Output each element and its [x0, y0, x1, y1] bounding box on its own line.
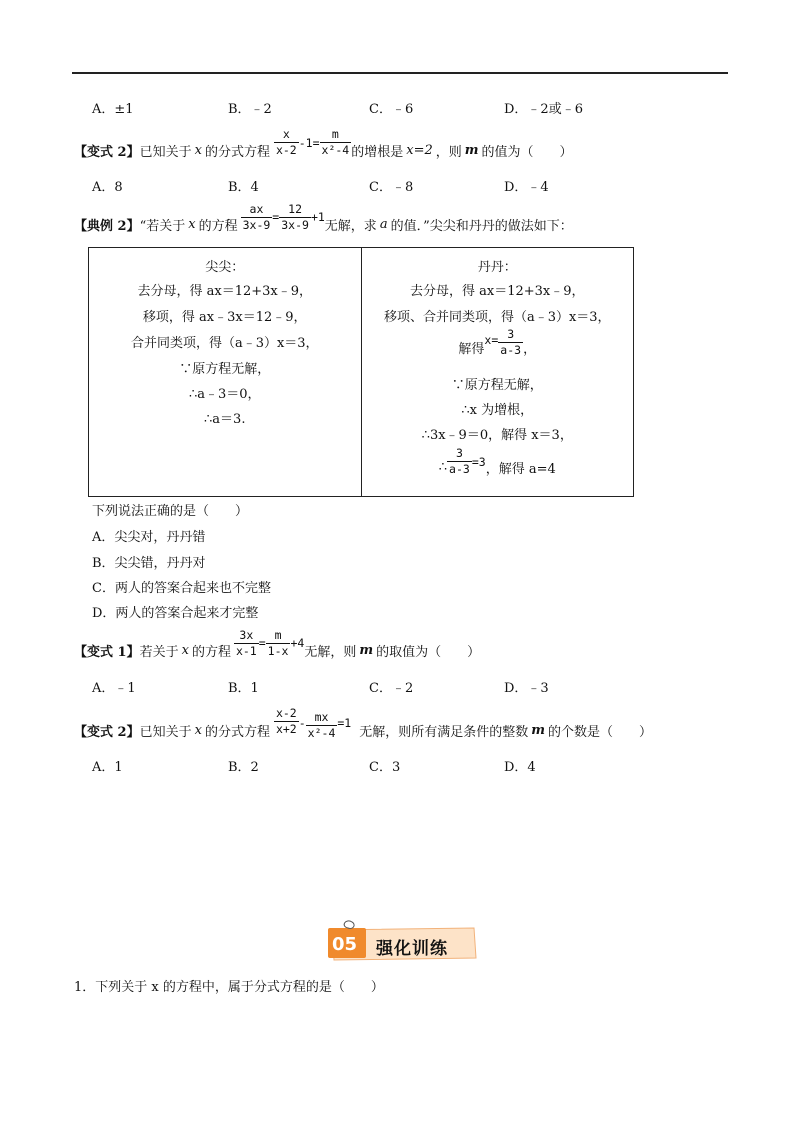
fraction: [306, 711, 338, 739]
numerator: 3: [447, 447, 472, 462]
text: 已知关于: [139, 724, 192, 740]
right-line-1: 去分母，得 ax＝12+3x﹣9，: [409, 284, 585, 299]
variant1-question: [74, 627, 481, 670]
example-tag: 【典例 2】: [74, 218, 140, 234]
numerator: 3: [498, 328, 523, 343]
right-last-line: [362, 446, 634, 477]
option-d: D．4: [504, 760, 536, 775]
text: 无解，则所有满足条件的整数: [359, 724, 529, 740]
text: 的分式方程: [204, 724, 270, 740]
operator: =: [258, 636, 266, 650]
option-c: C．﹣8: [369, 180, 414, 195]
left-line-1: 去分母，得 ax＝12+3x﹣9，: [137, 284, 313, 299]
fraction: [279, 203, 311, 231]
var-x: x: [194, 722, 202, 738]
left-solution-cell: [89, 248, 362, 497]
option-c: C．﹣6: [369, 102, 414, 117]
option-b: B．尖尖错，丹丹对: [92, 556, 206, 571]
option-a: A．1: [92, 760, 123, 775]
option-a: A．±1: [92, 102, 134, 117]
denominator: x-2: [275, 142, 297, 157]
question-text: 下列说法正确的是（ ）: [92, 504, 249, 519]
numerator: 3x: [234, 629, 259, 644]
left-header: 尖尖：: [205, 260, 245, 275]
text: 的取值为（ ）: [376, 644, 481, 660]
solution-table: [88, 247, 634, 497]
option-b: B．﹣2: [228, 102, 272, 117]
denominator: 3x-9: [281, 217, 309, 232]
lhs: x=: [484, 332, 499, 347]
operator: -1=: [298, 136, 320, 150]
text: 的值为（ ）: [481, 144, 573, 160]
fraction: [447, 447, 472, 475]
numerator: 12: [279, 203, 311, 218]
option-b: B．4: [228, 180, 259, 195]
variant2-question-a: [74, 126, 573, 170]
option-d: D．﹣3: [504, 681, 549, 696]
option-a: A．﹣1: [92, 681, 136, 696]
fraction: [274, 128, 299, 156]
var-a: a: [379, 216, 388, 232]
left-line-4: ∵原方程无解，: [179, 362, 271, 377]
left-line-6: ∴a＝3.: [204, 412, 246, 427]
variant-tag: 【变式 1】: [74, 644, 140, 660]
denominator: a-3: [500, 343, 522, 357]
option-d: D．﹣2或﹣6: [504, 102, 583, 117]
right-line-2: 移项、合并同类项，得（a﹣3）x＝3，: [383, 310, 611, 325]
right-header: 丹丹：: [477, 260, 517, 275]
operator: +1: [310, 210, 325, 224]
numerator: ax: [241, 203, 273, 218]
operator: +4: [290, 636, 305, 650]
operator: =3: [471, 454, 486, 469]
text: 无解，求: [324, 218, 377, 234]
right-line-5: ∴x 为增根，: [461, 403, 534, 418]
text: 解得: [458, 342, 485, 357]
var-x: x: [194, 142, 202, 158]
operator: =: [272, 210, 280, 224]
denominator: a-3: [449, 462, 470, 476]
variant-tag: 【变式 2】: [74, 724, 140, 740]
fraction: [274, 707, 299, 735]
right-line-4: ∵原方程无解，: [451, 378, 543, 393]
option-b: B．1: [228, 681, 259, 696]
denominator: 1-x: [267, 643, 289, 658]
denominator: x+2: [275, 721, 297, 736]
text: 已知关于: [139, 144, 192, 160]
variant2-question-b: [74, 705, 653, 752]
operator: =1: [337, 716, 352, 730]
text: 的增根是: [351, 144, 404, 160]
text: ，: [523, 342, 537, 357]
text: 的值．”尖尖和丹丹的做法如下：: [390, 218, 573, 234]
text: “若关于: [139, 218, 186, 234]
text: 若关于: [139, 644, 179, 660]
option-d: D．两人的答案合起来才完整: [92, 606, 259, 621]
option-c: C．﹣2: [369, 681, 414, 696]
banner-number: 05: [332, 934, 358, 955]
example2-question: [74, 201, 573, 244]
fraction: [320, 128, 352, 156]
fraction: [234, 629, 259, 657]
text: 无解，则: [304, 644, 357, 660]
var-x: x: [188, 216, 196, 232]
numerator: mx: [306, 711, 338, 726]
numerator: m: [266, 629, 291, 644]
left-line-3: 合并同类项，得（a﹣3）x＝3，: [130, 336, 319, 351]
option-d: D．﹣4: [504, 180, 549, 195]
text: ，解得 a=4: [485, 462, 556, 477]
var-m: m: [464, 142, 479, 158]
variant-tag: 【变式 2】: [74, 144, 140, 160]
text: 的个数是（ ）: [548, 724, 653, 740]
text: 的方程: [198, 218, 238, 234]
text: ，则: [435, 144, 462, 160]
condition: x=2: [406, 142, 433, 158]
option-a: A．尖尖对，丹丹错: [92, 530, 206, 545]
text: 的分式方程: [204, 144, 270, 160]
fraction: [241, 203, 273, 231]
question-1: 1．下列关于 x 的方程中，属于分式方程的是（ ）: [74, 980, 384, 995]
option-a: A．8: [92, 180, 123, 195]
numerator: x-2: [275, 705, 297, 720]
text: ∴: [438, 460, 448, 475]
denominator: x²-4: [321, 142, 350, 157]
left-line-5: ∴a﹣3＝0，: [188, 387, 261, 402]
left-line-2: 移项，得 ax﹣3x＝12﹣9，: [142, 310, 307, 325]
text: 的方程: [191, 644, 231, 660]
var-m: m: [531, 722, 546, 738]
operator: -: [298, 716, 306, 730]
option-b: B．2: [228, 760, 259, 775]
right-solve-line: [362, 328, 634, 357]
numerator: x: [274, 128, 299, 143]
denominator: x-1: [235, 643, 257, 658]
right-line-6: ∴3x﹣9＝0，解得 x＝3，: [421, 428, 573, 443]
denominator: 3x-9: [242, 217, 271, 232]
denominator: x²-4: [307, 725, 336, 740]
right-solution-cell: [361, 248, 634, 497]
numerator: m: [320, 128, 352, 143]
fraction: [266, 629, 291, 657]
option-c: C．3: [369, 760, 401, 775]
var-x: x: [181, 642, 189, 658]
fraction: [498, 328, 523, 356]
option-c: C．两人的答案合起来也不完整: [92, 581, 271, 596]
var-m: m: [359, 642, 374, 658]
section-banner: [328, 920, 478, 958]
banner-title: 强化训练: [376, 939, 448, 959]
header-rule: [72, 72, 728, 74]
